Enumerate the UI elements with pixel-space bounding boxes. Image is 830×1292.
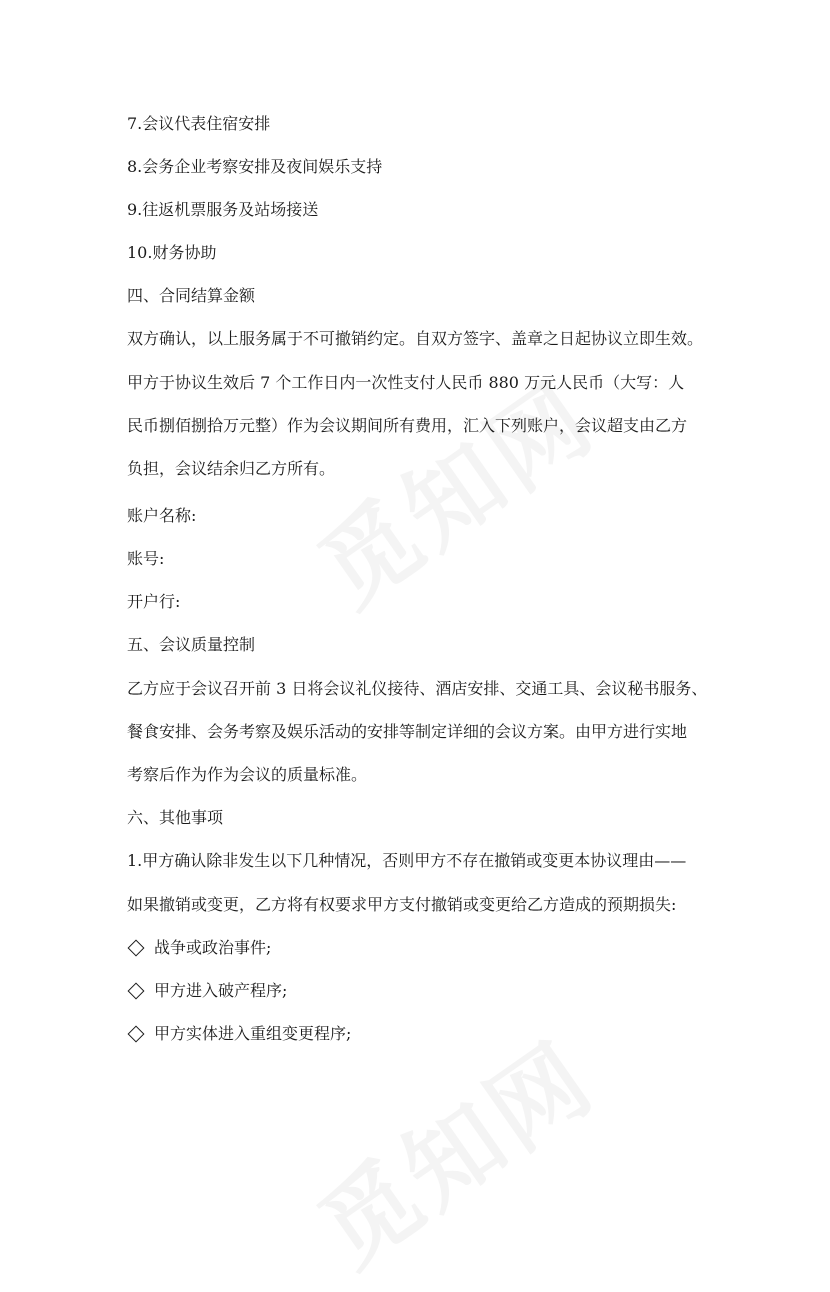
paragraph-line: 甲方于协议生效后 7 个工作日内一次性支付人民币 880 万元人民币（大写：人 [127, 373, 685, 392]
list-item-airfare-transfer: 9.往返机票服务及站场接送 [127, 200, 319, 219]
paragraph-line: 负担，会议结余归乙方所有。 [127, 459, 336, 478]
list-item-accommodation: 7.会议代表住宿安排 [127, 114, 271, 133]
section-heading-settlement: 四、合同结算金额 [127, 286, 256, 305]
paragraph-line: 乙方应于会议召开前 3 日将会议礼仪接待、酒店安排、交通工具、会议秘书服务、 [127, 679, 708, 698]
paragraph-line: 考察后作为作为会议的质量标准。 [127, 765, 368, 784]
account-name-label: 账户名称: [127, 506, 197, 525]
bullet-text: 战争或政治事件; [154, 938, 272, 957]
bullet-item [127, 1023, 351, 1045]
bullet-text: 甲方实体进入重组变更程序; [154, 1024, 352, 1043]
list-item-inspection-entertainment: 8.会务企业考察安排及夜间娱乐支持 [127, 157, 383, 176]
bullet-item [127, 980, 287, 1002]
watermark [288, 1005, 617, 1292]
paragraph-line: 双方确认，以上服务属于不可撤销约定。自双方签字、盖章之日起协议立即生效。 [127, 329, 704, 348]
bullet-item [127, 937, 271, 959]
diamond-bullet-icon [128, 983, 145, 1000]
diamond-bullet-icon [128, 1026, 145, 1043]
paragraph-line: 餐食安排、会务考察及娱乐活动的安排等制定详细的会议方案。由甲方进行实地 [127, 722, 688, 741]
paragraph-line: 民币捌佰捌拾万元整）作为会议期间所有费用，汇入下列账户，会议超支由乙方 [127, 416, 688, 435]
section-heading-other: 六、其他事项 [127, 808, 224, 827]
paragraph-line: 如果撤销或变更，乙方将有权要求甲方支付撤销或变更给乙方造成的预期损失: [127, 895, 677, 914]
bank-label: 开户行: [127, 592, 181, 611]
bullet-text: 甲方进入破产程序; [154, 981, 288, 1000]
diamond-bullet-icon [128, 940, 145, 957]
account-number-label: 账号: [127, 549, 165, 568]
paragraph-line: 1.甲方确认除非发生以下几种情况，否则甲方不存在撤销或变更本协议理由—— [127, 851, 687, 870]
section-heading-quality: 五、会议质量控制 [127, 635, 256, 654]
list-item-financial-assistance: 10.财务协助 [127, 243, 217, 262]
